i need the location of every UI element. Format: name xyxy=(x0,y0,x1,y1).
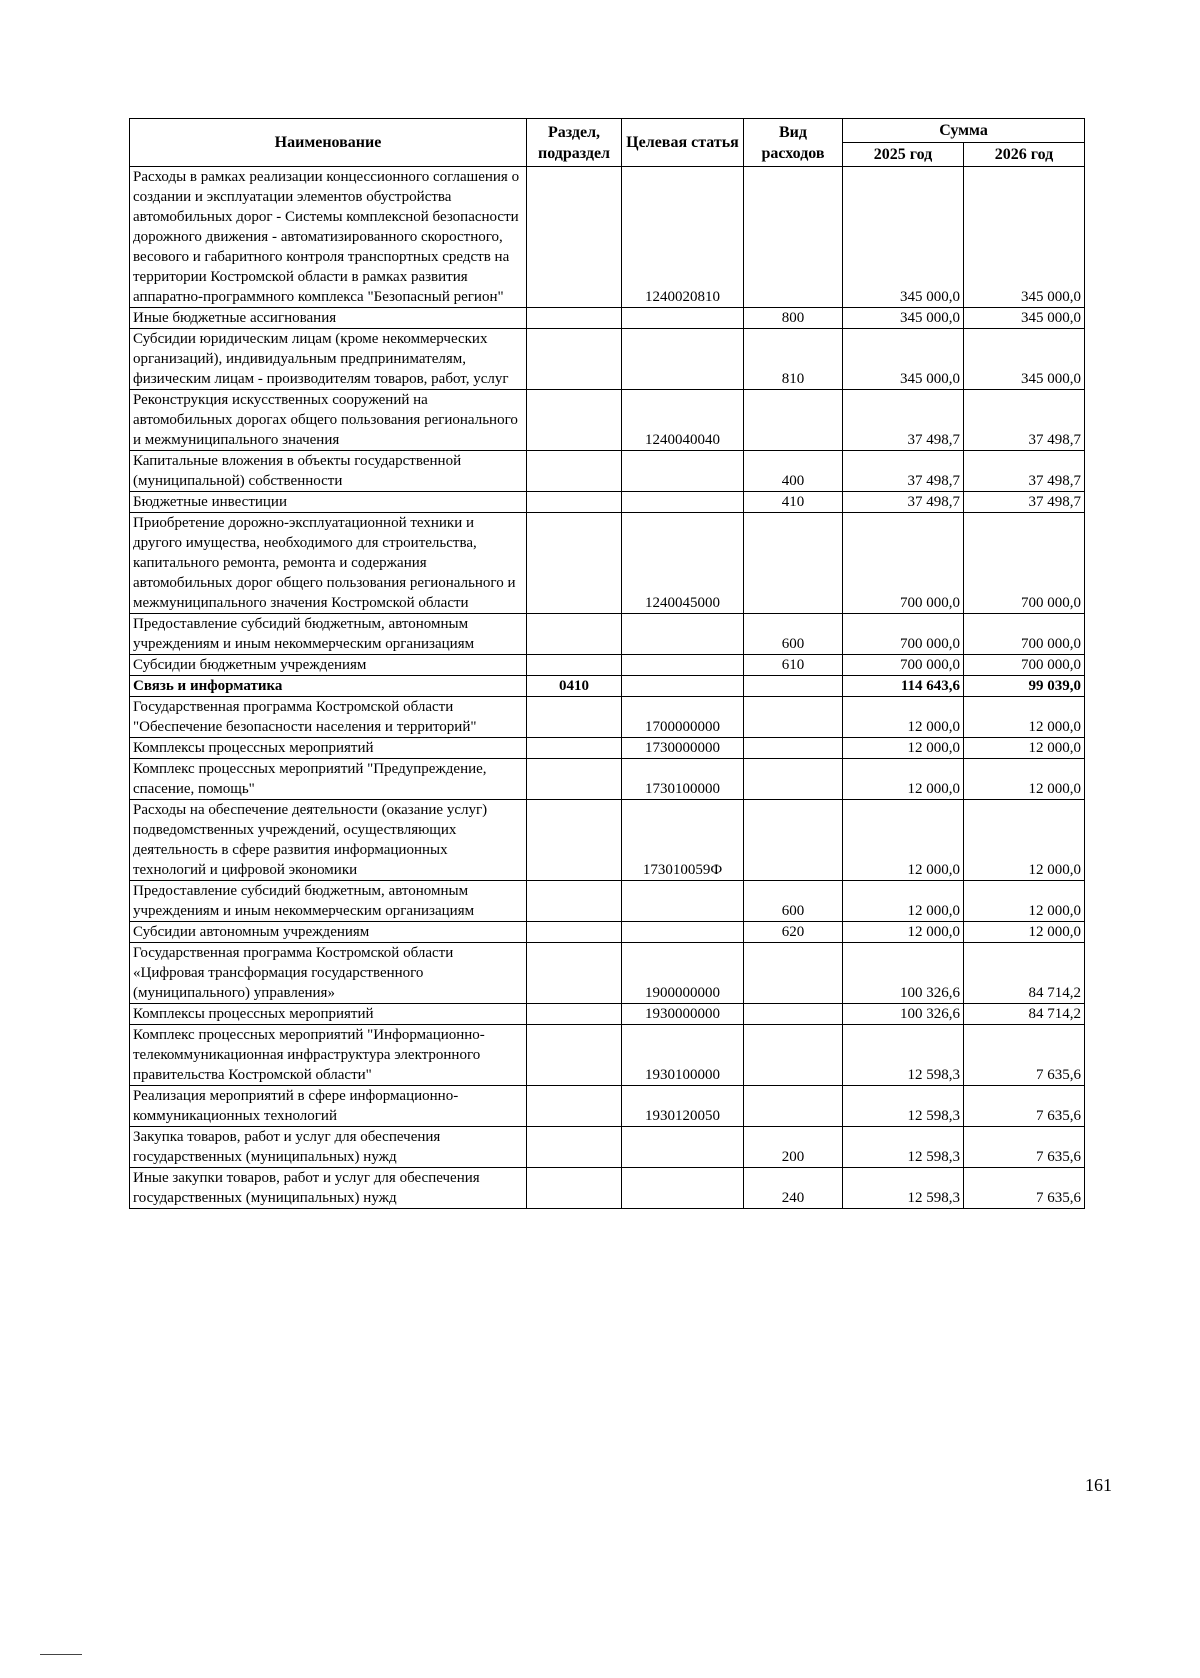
cell-section xyxy=(527,655,622,676)
cell-name: Предоставление субсидий бюджетным, автономным учреждениям и иным некоммерческим организациям xyxy=(130,881,527,922)
cell-type: 810 xyxy=(744,329,843,390)
cell-section xyxy=(527,308,622,329)
cell-2025: 12 598,3 xyxy=(843,1025,964,1086)
cell-target xyxy=(622,308,744,329)
cell-2025: 114 643,6 xyxy=(843,676,964,697)
cell-type xyxy=(744,1025,843,1086)
table-row xyxy=(130,881,1085,922)
cell-type xyxy=(744,167,843,308)
cell-2026: 37 498,7 xyxy=(964,492,1085,513)
cell-target xyxy=(622,329,744,390)
cell-2025: 12 000,0 xyxy=(843,881,964,922)
cell-section xyxy=(527,1025,622,1086)
cell-type: 400 xyxy=(744,451,843,492)
cell-name: Комплексы процессных мероприятий xyxy=(130,738,527,759)
cell-section xyxy=(527,513,622,614)
cell-2026: 12 000,0 xyxy=(964,800,1085,881)
cell-section xyxy=(527,1086,622,1127)
cell-section xyxy=(527,697,622,738)
cell-2025: 37 498,7 xyxy=(843,451,964,492)
cell-2026: 84 714,2 xyxy=(964,943,1085,1004)
cell-2026: 12 000,0 xyxy=(964,759,1085,800)
cell-name: Предоставление субсидий бюджетным, автономным учреждениям и иным некоммерческим организациям xyxy=(130,614,527,655)
cell-target: 173010059Ф xyxy=(622,800,744,881)
cell-section xyxy=(527,1168,622,1209)
cell-section xyxy=(527,881,622,922)
table-row xyxy=(130,738,1085,759)
cell-section xyxy=(527,167,622,308)
cell-target: 1730000000 xyxy=(622,738,744,759)
cell-section xyxy=(527,329,622,390)
cell-section xyxy=(527,1127,622,1168)
cell-target xyxy=(622,1127,744,1168)
cell-2025: 100 326,6 xyxy=(843,943,964,1004)
cell-2025: 12 598,3 xyxy=(843,1127,964,1168)
cell-name: Иные бюджетные ассигнования xyxy=(130,308,527,329)
cell-name: Закупка товаров, работ и услуг для обеспечения государственных (муниципальных) нужд xyxy=(130,1127,527,1168)
cell-2025: 37 498,7 xyxy=(843,390,964,451)
cell-type xyxy=(744,1086,843,1127)
header-year-2026: 2026 год xyxy=(964,143,1085,167)
cell-type xyxy=(744,697,843,738)
cell-name: Субсидии автономным учреждениям xyxy=(130,922,527,943)
cell-section xyxy=(527,943,622,1004)
cell-type xyxy=(744,759,843,800)
cell-target: 1900000000 xyxy=(622,943,744,1004)
cell-name: Бюджетные инвестиции xyxy=(130,492,527,513)
cell-type: 200 xyxy=(744,1127,843,1168)
cell-section xyxy=(527,614,622,655)
corner-mark xyxy=(40,1654,82,1655)
cell-section xyxy=(527,738,622,759)
table-body xyxy=(130,167,1085,1209)
cell-target xyxy=(622,676,744,697)
cell-2026: 12 000,0 xyxy=(964,697,1085,738)
cell-name: Расходы на обеспечение деятельности (оказание услуг) подведомственных учреждений, осуществляющих деятельность в сфере развития информационных технологий и цифровой экономики xyxy=(130,800,527,881)
table-row xyxy=(130,1127,1085,1168)
cell-name: Капитальные вложения в объекты государственной (муниципальной) собственности xyxy=(130,451,527,492)
cell-2025: 37 498,7 xyxy=(843,492,964,513)
cell-name: Субсидии юридическим лицам (кроме некоммерческих организаций), индивидуальным предпринимателям, физическим лицам - производителям товаров, работ, услуг xyxy=(130,329,527,390)
cell-target xyxy=(622,492,744,513)
cell-target xyxy=(622,451,744,492)
table-row xyxy=(130,451,1085,492)
cell-type xyxy=(744,943,843,1004)
table-header xyxy=(130,119,1085,167)
cell-2025: 12 598,3 xyxy=(843,1086,964,1127)
cell-2026: 345 000,0 xyxy=(964,308,1085,329)
header-name: Наименование xyxy=(130,119,527,167)
cell-type: 800 xyxy=(744,308,843,329)
table-row xyxy=(130,329,1085,390)
cell-2026: 37 498,7 xyxy=(964,390,1085,451)
page-number: 161 xyxy=(1085,1475,1112,1495)
cell-name: Государственная программа Костромской области "Обеспечение безопасности населения и территорий" xyxy=(130,697,527,738)
table-row xyxy=(130,390,1085,451)
cell-type xyxy=(744,390,843,451)
cell-2026: 7 635,6 xyxy=(964,1025,1085,1086)
cell-type: 600 xyxy=(744,614,843,655)
cell-2025: 345 000,0 xyxy=(843,167,964,308)
cell-2026: 84 714,2 xyxy=(964,1004,1085,1025)
cell-2025: 12 598,3 xyxy=(843,1168,964,1209)
table-row xyxy=(130,614,1085,655)
cell-2025: 12 000,0 xyxy=(843,800,964,881)
cell-type xyxy=(744,738,843,759)
table-row xyxy=(130,943,1085,1004)
cell-target xyxy=(622,1168,744,1209)
table-row xyxy=(130,759,1085,800)
cell-section xyxy=(527,922,622,943)
cell-2026: 345 000,0 xyxy=(964,167,1085,308)
cell-2025: 12 000,0 xyxy=(843,922,964,943)
table-row xyxy=(130,676,1085,697)
cell-target: 1930000000 xyxy=(622,1004,744,1025)
cell-section xyxy=(527,759,622,800)
table-row xyxy=(130,492,1085,513)
cell-target: 1700000000 xyxy=(622,697,744,738)
cell-type xyxy=(744,676,843,697)
cell-target xyxy=(622,881,744,922)
cell-2026: 12 000,0 xyxy=(964,922,1085,943)
cell-type xyxy=(744,513,843,614)
cell-2025: 700 000,0 xyxy=(843,655,964,676)
cell-type: 410 xyxy=(744,492,843,513)
cell-type: 610 xyxy=(744,655,843,676)
cell-section xyxy=(527,800,622,881)
table-row xyxy=(130,655,1085,676)
cell-2026: 7 635,6 xyxy=(964,1168,1085,1209)
cell-2026: 7 635,6 xyxy=(964,1127,1085,1168)
cell-2025: 345 000,0 xyxy=(843,308,964,329)
cell-target: 1730100000 xyxy=(622,759,744,800)
cell-2026: 700 000,0 xyxy=(964,655,1085,676)
table-row xyxy=(130,1086,1085,1127)
cell-name: Реконструкция искусственных сооружений на автомобильных дорогах общего пользования регионального и межмуниципального значения xyxy=(130,390,527,451)
cell-section xyxy=(527,451,622,492)
cell-name: Расходы в рамках реализации концессионного соглашения о создании и эксплуатации элементов обустройства автомобильных дорог - Системы комплексной безопасности дорожного движения - автоматизированного скоростного, весового и габаритного контроля транспортных средств на территории Костромской области в рамках развития аппаратно-программного комплекса "Безопасный регион" xyxy=(130,167,527,308)
cell-2025: 345 000,0 xyxy=(843,329,964,390)
cell-2025: 12 000,0 xyxy=(843,697,964,738)
cell-2025: 700 000,0 xyxy=(843,614,964,655)
header-year-2025: 2025 год xyxy=(843,143,964,167)
cell-target: 1930100000 xyxy=(622,1025,744,1086)
cell-name: Комплексы процессных мероприятий xyxy=(130,1004,527,1025)
cell-name: Иные закупки товаров, работ и услуг для обеспечения государственных (муниципальных) нужд xyxy=(130,1168,527,1209)
cell-type xyxy=(744,1004,843,1025)
cell-section xyxy=(527,492,622,513)
cell-2026: 12 000,0 xyxy=(964,881,1085,922)
cell-2025: 12 000,0 xyxy=(843,759,964,800)
cell-target xyxy=(622,922,744,943)
cell-name: Приобретение дорожно-эксплуатационной техники и другого имущества, необходимого для строительства, капитального ремонта, ремонта и содержания автомобильных дорог общего пользования регионального и межмуниципального значения Костромской области xyxy=(130,513,527,614)
table-row xyxy=(130,922,1085,943)
cell-2025: 12 000,0 xyxy=(843,738,964,759)
cell-section: 0410 xyxy=(527,676,622,697)
table-row xyxy=(130,800,1085,881)
cell-section xyxy=(527,1004,622,1025)
cell-type: 620 xyxy=(744,922,843,943)
cell-type: 600 xyxy=(744,881,843,922)
cell-name: Связь и информатика xyxy=(130,676,527,697)
cell-name: Комплекс процессных мероприятий "Предупреждение, спасение, помощь" xyxy=(130,759,527,800)
header-type: Вид расходов xyxy=(744,119,843,167)
cell-2025: 100 326,6 xyxy=(843,1004,964,1025)
cell-2026: 345 000,0 xyxy=(964,329,1085,390)
cell-target: 1240040040 xyxy=(622,390,744,451)
header-sum: Сумма xyxy=(843,119,1085,143)
cell-name: Субсидии бюджетным учреждениям xyxy=(130,655,527,676)
cell-target: 1930120050 xyxy=(622,1086,744,1127)
cell-section xyxy=(527,390,622,451)
table-row xyxy=(130,697,1085,738)
cell-name: Комплекс процессных мероприятий "Информационно-телекоммуникационная инфраструктура электронного правительства Костромской области" xyxy=(130,1025,527,1086)
cell-target xyxy=(622,614,744,655)
cell-name: Государственная программа Костромской области «Цифровая трансформация государственного (муниципального) управления» xyxy=(130,943,527,1004)
cell-2026: 37 498,7 xyxy=(964,451,1085,492)
cell-target: 1240045000 xyxy=(622,513,744,614)
table-row xyxy=(130,513,1085,614)
cell-name: Реализация мероприятий в сфере информационно-коммуникационных технологий xyxy=(130,1086,527,1127)
header-section: Раздел, подраздел xyxy=(527,119,622,167)
cell-2026: 99 039,0 xyxy=(964,676,1085,697)
cell-2026: 700 000,0 xyxy=(964,513,1085,614)
table-row xyxy=(130,308,1085,329)
cell-target: 1240020810 xyxy=(622,167,744,308)
table-row xyxy=(130,1168,1085,1209)
table-row xyxy=(130,1004,1085,1025)
budget-table xyxy=(129,118,1085,1209)
cell-2026: 12 000,0 xyxy=(964,738,1085,759)
cell-type xyxy=(744,800,843,881)
table-row xyxy=(130,1025,1085,1086)
cell-2026: 700 000,0 xyxy=(964,614,1085,655)
cell-type: 240 xyxy=(744,1168,843,1209)
cell-2026: 7 635,6 xyxy=(964,1086,1085,1127)
header-target: Целевая статья xyxy=(622,119,744,167)
cell-target xyxy=(622,655,744,676)
table-row xyxy=(130,167,1085,308)
cell-2025: 700 000,0 xyxy=(843,513,964,614)
